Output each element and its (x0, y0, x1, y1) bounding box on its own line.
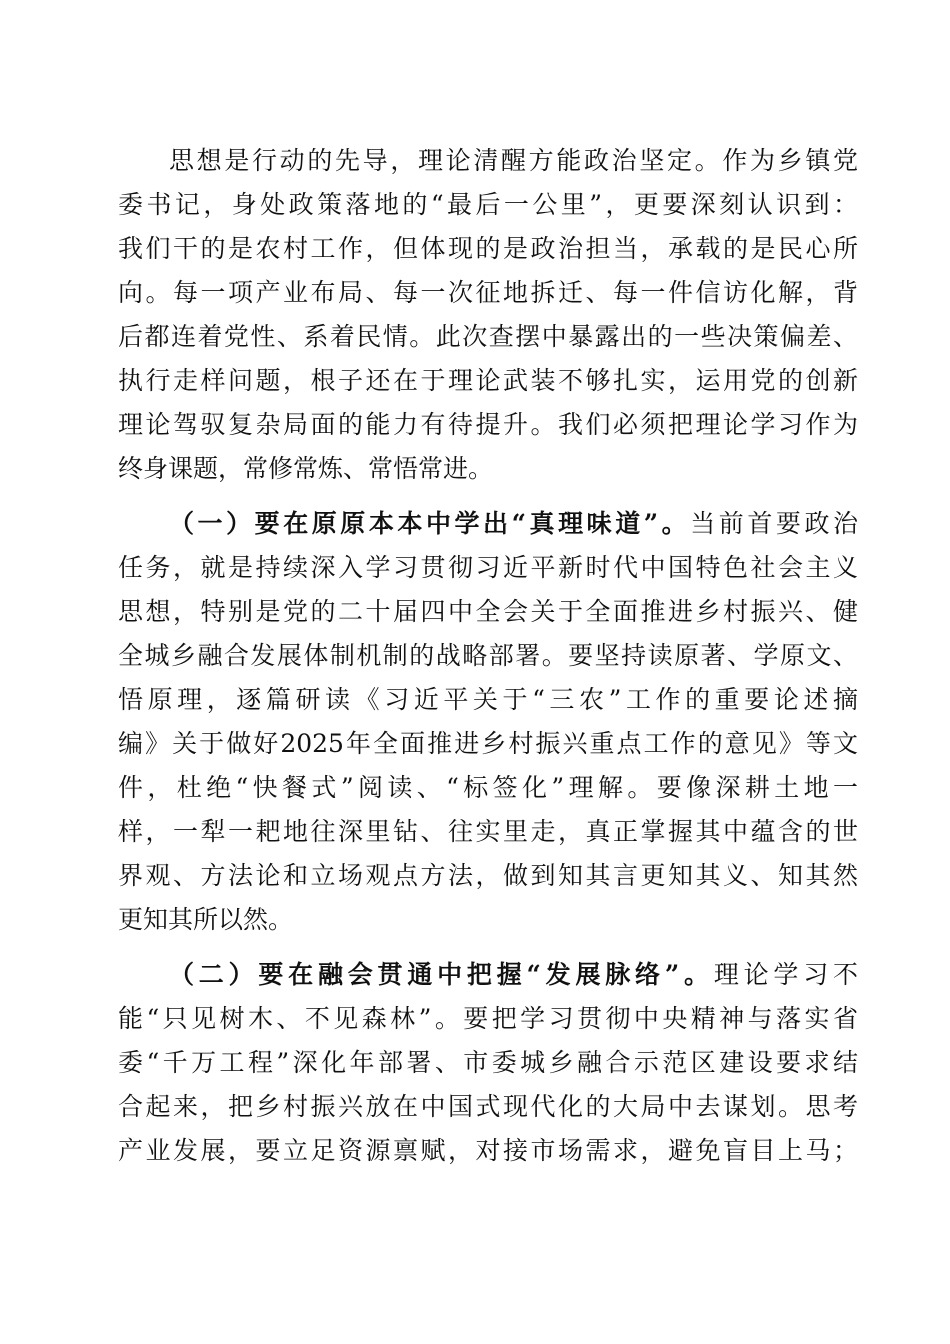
paragraph-3-line-1-text: 理论学习不 (713, 960, 858, 989)
paragraph-3-line-2: 能“只见树木、不见森林”。要把学习贯彻中央精神与落实省 (118, 1004, 858, 1033)
paragraph-2-line-7: 件，杜绝“快餐式”阅读、“标签化”理解。要像深耕土地一 (118, 773, 858, 802)
paragraph-2-line-4: 全城乡融合发展体制机制的战略部署。要坚持读原著、学原文、 (118, 641, 858, 670)
paragraph-2-line-9: 界观、方法论和立场观点方法，做到知其言更知其义、知其然 (118, 861, 858, 890)
paragraph-1-line-8: 终身课题，常修常炼、常悟常进。 (118, 454, 494, 483)
paragraph-2-line-1-text: 当前首要政治 (690, 509, 858, 538)
paragraph-2-line-5: 悟原理，逐篇研读《习近平关于“三农”工作的重要论述摘 (118, 685, 858, 714)
paragraph-2-line-8: 样，一犁一耙地往深里钻、往实里走，真正掌握其中蕴含的世 (118, 817, 858, 846)
paragraph-2-line-6: 编》关于做好2025年全面推进乡村振兴重点工作的意见》等文 (118, 729, 858, 758)
paragraph-1-line-7: 理论驾驭复杂局面的能力有待提升。我们必须把理论学习作为 (118, 410, 858, 439)
paragraph-3-line-1 (169, 953, 858, 997)
paragraph-3-line-3: 委“千万工程”深化年部署、市委城乡融合示范区建设要求结 (118, 1048, 858, 1077)
paragraph-1-line-5: 后都连着党性、系着民情。此次查摆中暴露出的一些决策偏差、 (118, 322, 858, 351)
paragraph-2-line-2: 任务，就是持续深入学习贯彻习近平新时代中国特色社会主义 (118, 553, 858, 582)
paragraph-1-line-6: 执行走样问题，根子还在于理论武装不够扎实，运用党的创新 (118, 366, 858, 395)
paragraph-3-line-4: 合起来，把乡村振兴放在中国式现代化的大局中去谋划。思考 (118, 1092, 858, 1121)
paragraph-2-line-1 (169, 502, 858, 546)
paragraph-2-line-10: 更知其所以然。 (118, 905, 294, 934)
section-heading-1: （一）要在原原本本中学出“真理味道”。 (169, 509, 691, 538)
paragraph-1-line-2: 委书记，身处政策落地的“最后一公里”，更要深刻认识到： (118, 190, 858, 219)
paragraph-1-line-3: 我们干的是农村工作，但体现的是政治担当，承载的是民心所 (118, 234, 858, 263)
paragraph-2-line-3: 思想，特别是党的二十届四中全会关于全面推进乡村振兴、健 (118, 597, 858, 626)
paragraph-1-line-4: 向。每一项产业布局、每一次征地拆迁、每一件信访化解，背 (118, 278, 858, 307)
paragraph-1-line-1: 思想是行动的先导，理论清醒方能政治坚定。作为乡镇党 (169, 146, 858, 175)
paragraph-3-line-5: 产业发展，要立足资源禀赋，对接市场需求，避免盲目上马； (118, 1136, 858, 1165)
section-heading-2: （二）要在融会贯通中把握“发展脉络”。 (169, 960, 714, 989)
